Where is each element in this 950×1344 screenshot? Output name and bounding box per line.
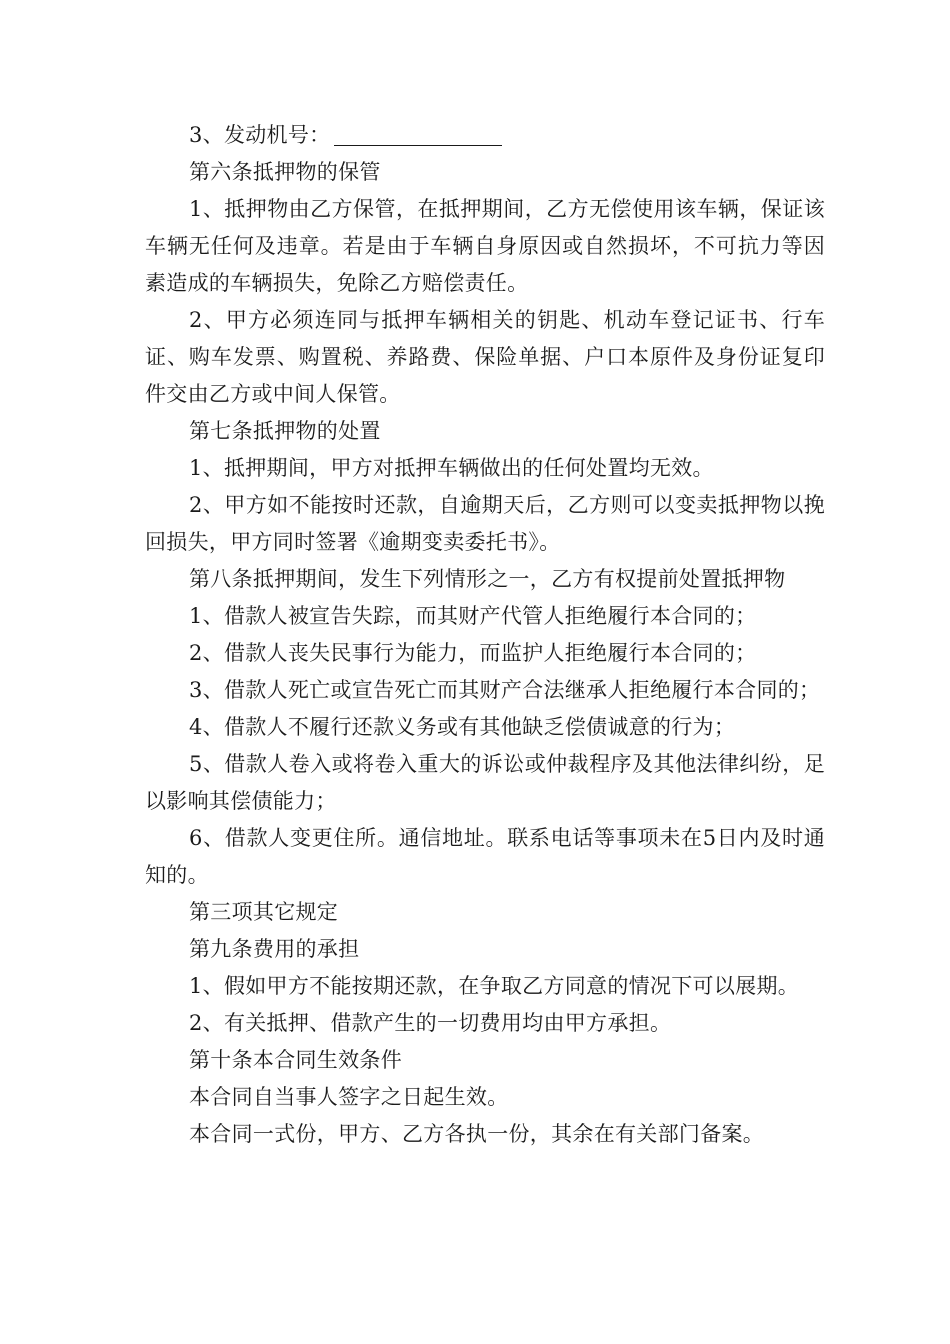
article-9-heading: 第九条费用的承担 [189,937,360,961]
article-8-clause-4: 4、借款人不履行还款义务或有其他缺乏偿债诚意的行为； [189,715,736,739]
article-8-heading: 第八条抵押期间，发生下列情形之一，乙方有权提前处置抵押物 [189,567,786,591]
engine-number-line [145,117,825,154]
document-body [145,117,825,1153]
article-7-heading: 第七条抵押物的处置 [189,419,381,443]
section-3-heading: 第三项其它规定 [189,900,339,924]
article-10-heading: 第十条本合同生效条件 [189,1048,402,1072]
article-8-clause-2: 2、借款人丧失民事行为能力，而监护人拒绝履行本合同的； [189,641,757,665]
article-8-clause-3: 3、借款人死亡或宣告死亡而其财产合法继承人拒绝履行本合同的； [189,678,821,702]
article-6-heading: 第六条抵押物的保管 [189,160,381,184]
article-8-clause-1: 1、借款人被宣告失踪，而其财产代管人拒绝履行本合同的； [189,604,757,628]
article-6-clause-2: 2、甲方必须连同与抵押车辆相关的钥匙、机动车登记证书、行车证、购车发票、购置税、养路费、保险单据、户口本原件及身份证复印件交由乙方或中间人保管。 [145,308,825,406]
engine-number-label: 3、发动机号： [189,123,331,147]
article-7-clause-2: 2、甲方如不能按时还款，自逾期天后，乙方则可以变卖抵押物以挽回损失，甲方同时签署《逾期变卖委托书》。 [145,493,825,554]
article-9-clause-2: 2、有关抵押、借款产生的一切费用均由甲方承担。 [189,1011,672,1035]
article-8-clause-6: 6、借款人变更住所。通信地址。联系电话等事项未在5日内及时通知的。 [145,826,825,887]
article-10-clause-1: 本合同自当事人签字之日起生效。 [189,1085,509,1109]
article-6-clause-1: 1、抵押物由乙方保管，在抵押期间，乙方无偿使用该车辆，保证该车辆无任何及违章。若是由于车辆自身原因或自然损坏，不可抗力等因素造成的车辆损失，免除乙方赔偿责任。 [145,197,825,295]
engine-number-blank [334,123,502,146]
article-8-clause-5: 5、借款人卷入或将卷入重大的诉讼或仲裁程序及其他法律纠纷，足以影响其偿债能力； [145,752,825,813]
article-10-clause-2: 本合同一式份，甲方、乙方各执一份，其余在有关部门备案。 [189,1122,765,1146]
article-9-clause-1: 1、假如甲方不能按期还款，在争取乙方同意的情况下可以展期。 [189,974,800,998]
article-7-clause-1: 1、抵押期间，甲方对抵押车辆做出的任何处置均无效。 [189,456,714,480]
